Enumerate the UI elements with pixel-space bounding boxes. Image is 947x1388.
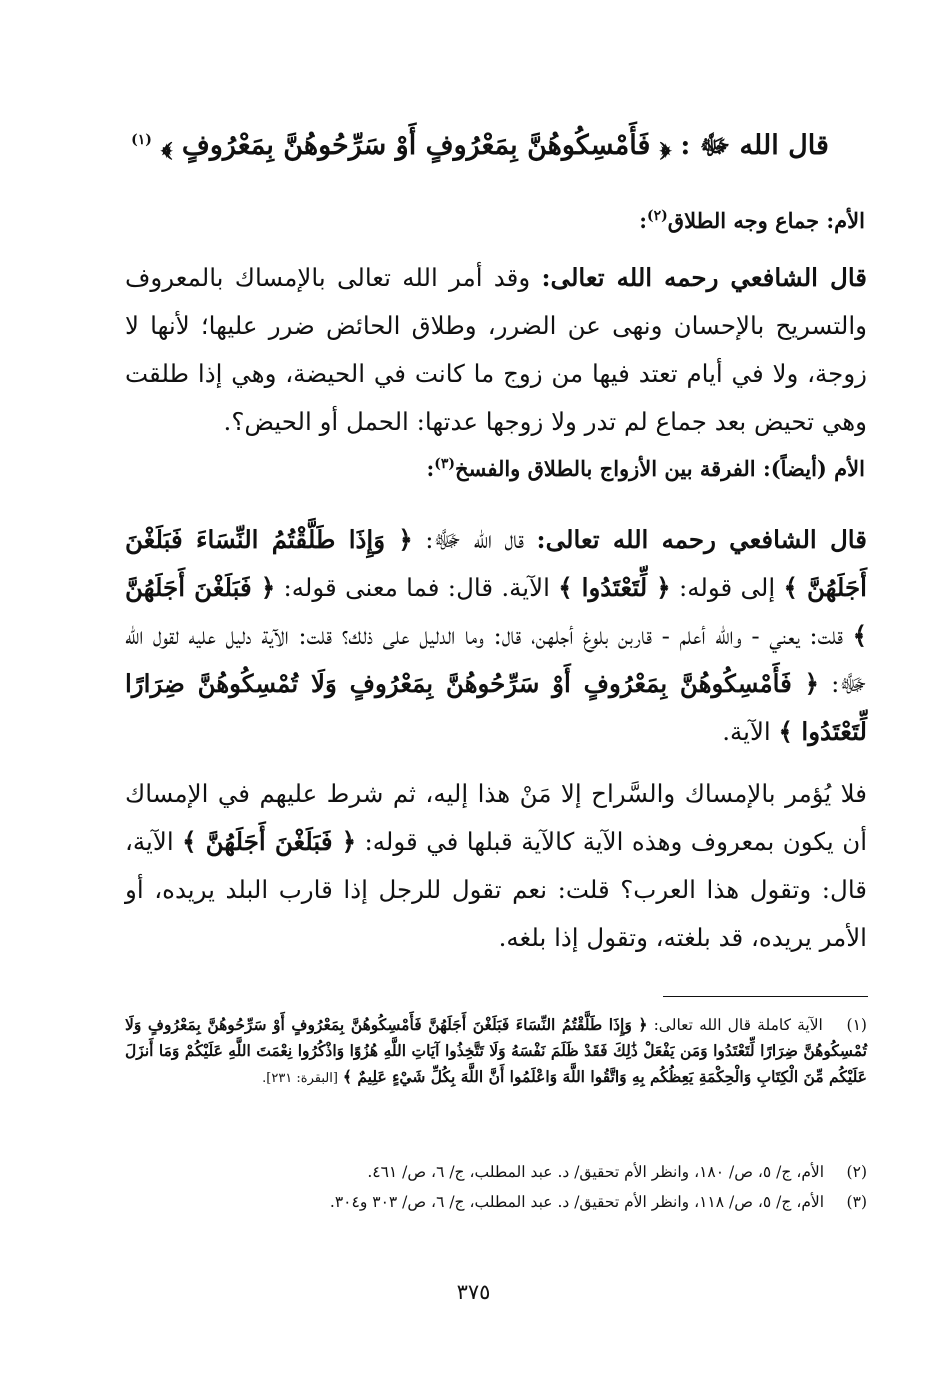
- paragraph-2-text-3: الآية. قال: فما معنى قوله:: [283, 573, 550, 602]
- quran-quote: ﴿ وَإِذَا طَلَّقْتُمُ النِّسَاءَ فَبَلَغْنَ أَجَلَهُنَّ فَأَمْسِكُوهُنَّ بِمَعْرُوفٍ أَوْ سَرِّحُوهُنَّ بِمَعْرُوفٍ وَلَا تُمْسِكُوهُنَّ ضِرَارًا لِّتَعْتَدُوا وَمَن يَفْعَلْ ذَٰلِكَ فَقَدْ ظَلَمَ نَفْسَهُ وَلَا تَتَّخِذُوا آيَاتِ اللَّهِ هُزُوًا وَاذْكُرُوا نِعْمَتَ اللَّهِ عَلَيْكُمْ وَمَا أَنزَلَ عَلَيْكُم مِّنَ الْكِتَابِ وَالْحِكْمَةِ يَعِظُكُم بِهِ وَاتَّقُوا اللَّهَ وَاعْلَمُوا أَنَّ اللَّهَ بِكُلِّ شَيْءٍ عَلِيمٌ ﴾: [125, 1015, 867, 1086]
- footnote-number: (٢): [846, 1163, 867, 1181]
- footnote-text: الآية كاملة قال الله تعالى:: [653, 1016, 823, 1034]
- section-title-1-text: الأم: جماع وجه الطلاق: [667, 208, 865, 233]
- footnote-ref-3[interactable]: (٣): [434, 456, 456, 472]
- section-title-2-end: :: [426, 456, 435, 481]
- footnote-3: [125, 1190, 867, 1215]
- quran-quote: ﴿ فَبَلَغْنَ أَجَلَهُنَّ ﴾: [125, 573, 867, 650]
- section-title-1: [90, 208, 865, 233]
- footnote-number: (٣): [846, 1193, 867, 1211]
- page-heading: [90, 128, 870, 168]
- paragraph-3-text-2: الآية، قال: وتقول هذا العرب؟ قلت: نعم تقول للرجل إذا قارب البلد يريده، أو الأمر يريده، قد بلغته، وتقول إذا بلغه.: [125, 827, 867, 952]
- heading-verse: ﴿ فَأَمْسِكُوهُنَّ بِمَعْرُوفٍ أَوْ سَرِّحُوهُنَّ بِمَعْرُوفٍ ﴾: [161, 130, 671, 161]
- footnote-1: [125, 1012, 867, 1091]
- section-title-1-end: :: [639, 208, 647, 233]
- quran-quote: ﴿ لِّتَعْتَدُوا ﴾: [558, 573, 671, 602]
- paragraph-1: [125, 254, 867, 446]
- footnote-2: [125, 1160, 867, 1185]
- paragraph-1-lead: قال الشافعي رحمه الله تعالى:: [541, 263, 867, 292]
- footnote-ref-1[interactable]: (١): [131, 132, 152, 148]
- footnote-text: الأم، ج/ ٥، ص/ ١١٨، وانظر الأم تحقيق/ د. عبد المطلب، ج/ ٦، ص/ ٣٠٣ و٣٠٤.: [329, 1193, 825, 1211]
- paragraph-2: [125, 516, 867, 756]
- footnote-number: (١): [846, 1016, 867, 1034]
- footnote-divider: [663, 996, 868, 997]
- footnote-text: الأم، ج/ ٥، ص/ ١٨٠، وانظر الأم تحقيق/ د. عبد المطلب، ج/ ٦، ص/ ٤٦١.: [367, 1163, 825, 1181]
- section-title-2: [90, 456, 865, 481]
- paragraph-3-text-1: فلا يُؤمر بالإمساك والسَّراح إلا مَنْ هذا إليه، ثم شرط عليهم في الإمساك أن يكون بمعروف وهذه الآية كالآية قبلها في قوله:: [125, 779, 867, 856]
- footnote-ref-2[interactable]: (٢): [647, 208, 668, 224]
- paragraph-2-text-5: الآية.: [722, 717, 771, 746]
- page-number: ٣٧٥: [456, 1280, 491, 1304]
- heading-prefix: قال الله ﷻ :: [680, 130, 829, 161]
- quran-quote: ﴿ فَأَمْسِكُوهُنَّ بِمَعْرُوفٍ أَوْ سَرِّحُوهُنَّ بِمَعْرُوفٍ وَلَا تُمْسِكُوهُنَّ ضِرَارًا لِّتَعْتَدُوا ﴾: [125, 669, 867, 746]
- paragraph-3: [125, 770, 867, 962]
- quran-quote: ﴿ وَإِذَا طَلَّقْتُمُ النِّسَاءَ فَبَلَغْنَ أَجَلَهُنَّ ﴾: [125, 525, 867, 602]
- section-title-2-text: الأم (أيضاً): الفرقة بين الأزواج بالطلاق والفسخ: [455, 456, 865, 481]
- paragraph-2-text-1: قال الله ﷻ:: [425, 525, 525, 554]
- paragraph-1-text: وقد أمر الله تعالى بالإمساك بالمعروف والتسريح بالإحسان ونهى عن الضرر، وطلاق الحائض ضرر عليها؛ لأنها لا زوجة، ولا في أيام تعتد فيها من زوج ما كانت في الحيضة، وهي إذا طلقت وهي تحيض بعد جماع لم تدر ولا زوجها عدتها: الحمل أو الحيض؟.: [125, 263, 867, 436]
- paragraph-2-text-2: إلى قوله:: [678, 573, 776, 602]
- quran-quote: ﴿ فَبَلَغْنَ أَجَلَهُنَّ ﴾: [182, 827, 357, 856]
- paragraph-2-text-4: قلت: يعني - والله أعلم - قاربن بلوغ أجلهن، قال: وما الدليل على ذلك؟ قلت: الآية دليل عليه لقول الله ﷻ:: [125, 621, 867, 698]
- paragraph-2-lead: قال الشافعي رحمه الله تعالى:: [536, 525, 867, 554]
- footnote-reference: [البقرة: ٢٣١].: [262, 1071, 338, 1086]
